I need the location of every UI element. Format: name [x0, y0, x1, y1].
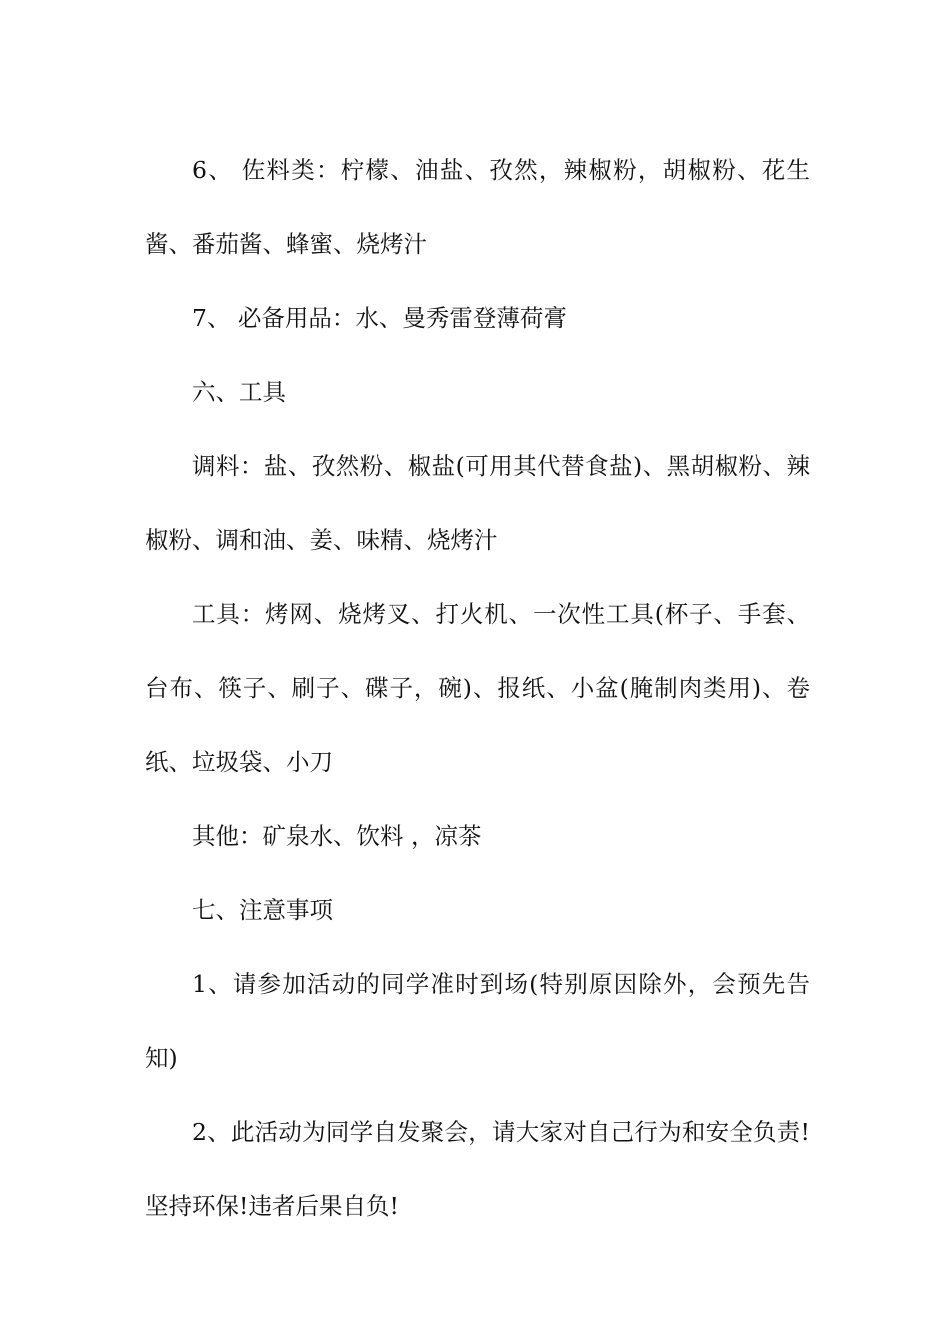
- paragraph-seasoning: 调料：盐、孜然粉、椒盐(可用其代替食盐)、黑胡椒粉、辣椒粉、调和油、姜、味精、烧烤汁: [145, 452, 810, 554]
- paragraph-note-2: 2、此活动为同学自发聚会，请大家对自己行为和安全负责!坚持环保!违者后果自负!: [145, 1118, 810, 1220]
- heading-tools: 六、工具: [192, 378, 286, 406]
- paragraph-condiments: 6、 佐料类：柠檬、油盐、孜然，辣椒粉，胡椒粉、花生酱、番茄酱、蜂蜜、烧烤汁: [145, 156, 810, 258]
- paragraph-others: 其他：矿泉水、饮料 ，凉茶: [192, 822, 482, 850]
- paragraph-tools: 工具：烤网、烧烤叉、打火机、一次性工具(杯子、手套、台布、筷子、刷子、碟子，碗)、报纸、小盆(腌制肉类用)、卷纸、垃圾袋、小刀: [145, 600, 810, 776]
- document-body: [145, 133, 810, 1243]
- heading-notes: 七、注意事项: [192, 896, 333, 924]
- paragraph-note-1: 1、请参加活动的同学准时到场(特别原因除外，会预先告知): [145, 970, 810, 1072]
- paragraph-essentials: 7、 必备用品：水、曼秀雷登薄荷膏: [192, 304, 567, 332]
